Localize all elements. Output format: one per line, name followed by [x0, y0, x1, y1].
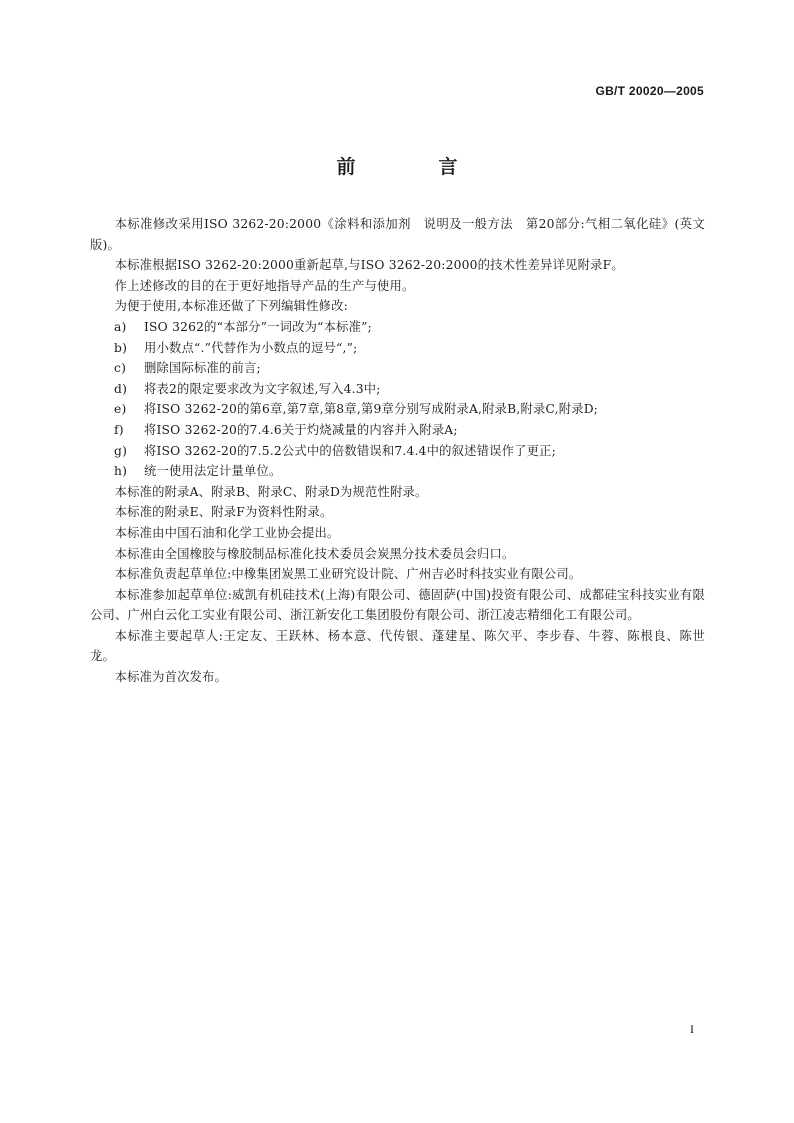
list-item	[114, 358, 705, 379]
paragraph: 本标准为首次发布。	[114, 670, 228, 685]
list-text: 将ISO 3262-20的第6章,第7章,第8章,第9章分别写成附录A,附录B,附录C,附录D;	[144, 402, 599, 417]
list-text: 用小数点“.”代替作为小数点的逗号“,”;	[144, 340, 358, 355]
paragraph: 本标准的附录A、附录B、附录C、附录D为规范性附录。	[114, 484, 428, 499]
list-item	[114, 461, 705, 482]
standard-number: GB/T 20020—2005	[595, 84, 704, 98]
paragraph: 本标准根据ISO 3262-20:2000重新起草,与ISO 3262-20:2000的技术性差异详见附录F。	[114, 258, 624, 273]
list-text: 将表2的限定要求改为文字叙述,写入4.3中;	[144, 381, 381, 396]
list-marker: e)	[114, 402, 127, 417]
paragraph: 作上述修改的目的在于更好地指导产品的生产与使用。	[114, 278, 415, 293]
list-text: 将ISO 3262-20的7.4.6关于灼烧减量的内容并入附录A;	[144, 422, 458, 437]
paragraph: 本标准由全国橡胶与橡胶制品标准化技术委员会炭黑分技术委员会归口。	[114, 546, 515, 561]
list-item	[114, 379, 705, 400]
list-item	[114, 420, 705, 441]
list-item	[114, 399, 705, 420]
list-marker: d)	[114, 381, 128, 396]
paragraph: 本标准修改采用ISO 3262-20:2000《涂料和添加剂 说明及一般方法 第20部分:气相二氧化硅》(英文版)。	[90, 217, 705, 252]
list-marker: a)	[114, 319, 127, 334]
paragraph: 本标准的附录E、附录F为资料性附录。	[114, 505, 333, 520]
document-body	[90, 214, 705, 688]
list-marker: h)	[114, 464, 128, 479]
list-marker: g)	[114, 443, 128, 458]
paragraph: 为便于使用,本标准还做了下列编辑性修改:	[114, 299, 348, 314]
paragraph: 本标准参加起草单位:威凯有机硅技术(上海)有限公司、德固萨(中国)投资有限公司、成都硅宝科技实业有限公司、广州白云化工实业有限公司、浙江新安化工集团股份有限公司、浙江凌志精细化工有限公司。	[90, 587, 705, 623]
list-item	[114, 317, 705, 338]
list-item	[114, 441, 705, 462]
paragraph: 本标准由中国石油和化学工业协会提出。	[114, 525, 340, 540]
list-item	[114, 338, 705, 359]
page-title: 前 言	[336, 156, 490, 178]
page-number: I	[690, 1022, 694, 1036]
list-marker: b)	[114, 340, 128, 355]
paragraph: 本标准主要起草人:王定友、王跃林、杨本意、代传银、蓬建星、陈欠平、李步春、牛蓉、陈根良、陈世龙。	[90, 628, 705, 664]
list-text: 将ISO 3262-20的7.5.2公式中的倍数错误和7.4.4中的叙述错误作了更正;	[144, 443, 556, 458]
list-marker: f)	[114, 422, 124, 437]
paragraph: 本标准负责起草单位:中橡集团炭黑工业研究设计院、广州吉必时科技实业有限公司。	[114, 567, 582, 582]
list-marker: c)	[114, 361, 127, 376]
list-text: 统一使用法定计量单位。	[144, 464, 282, 479]
list-text: ISO 3262的“本部分”一词改为“本标准”;	[144, 319, 372, 334]
list-text: 删除国际标准的前言;	[144, 361, 261, 376]
